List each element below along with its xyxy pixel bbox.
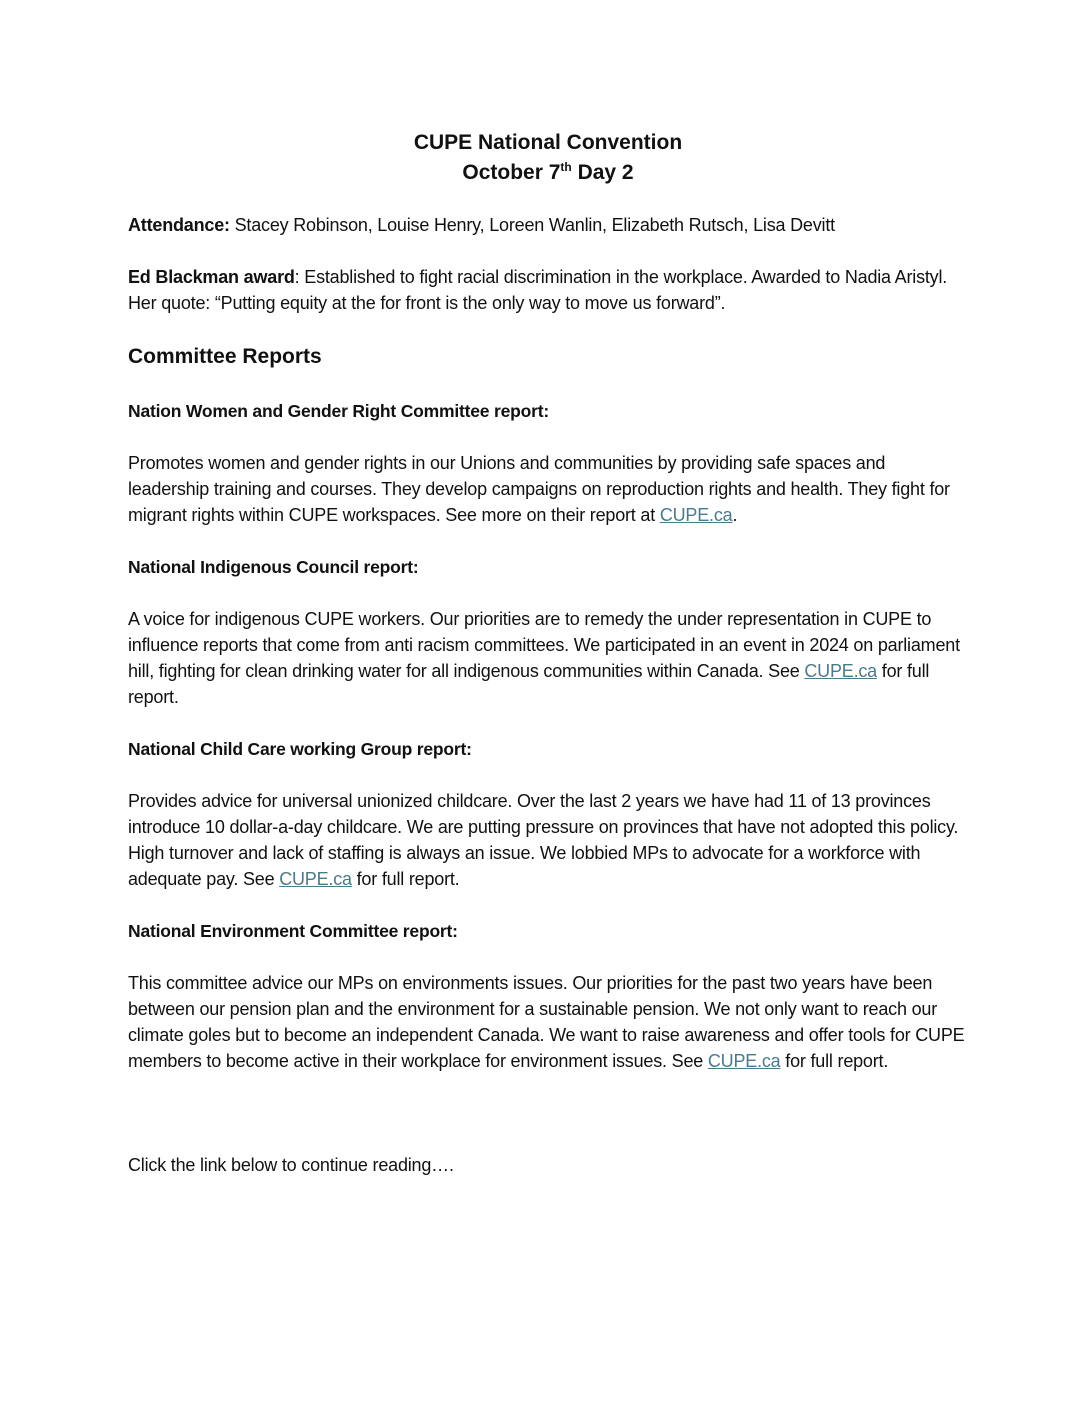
section-title: Committee Reports (128, 345, 322, 368)
cupe-link[interactable]: CUPE.ca (804, 661, 877, 681)
report-text-end: for full report. (780, 1051, 889, 1071)
document-title: CUPE National Convention (413, 131, 683, 154)
spacer (128, 1100, 968, 1152)
report-body (128, 788, 968, 892)
report-text-end: for full report. (128, 661, 930, 707)
report-text-end: for full report. (351, 869, 460, 889)
cupe-link[interactable]: CUPE.ca (659, 505, 733, 525)
report-text: A voice for indigenous CUPE workers. Our priorities are to remedy the under representation in CUPE to influence reports that come from anti racism committees. We participated in an event in 2024 on parliament hill, fighting for clean drinking water for all indigenous communities within Canada. See (128, 609, 960, 681)
continue-reading-text: Click the link below to continue reading…. (128, 1155, 454, 1175)
award-paragraph (128, 264, 968, 316)
report-body (128, 606, 968, 710)
report-heading: National Environment Committee report: (128, 921, 458, 941)
attendance-label: Attendance: (128, 215, 230, 235)
subtitle-ordinal: th (560, 160, 572, 174)
cupe-link[interactable]: CUPE.ca (707, 1051, 781, 1071)
award-text: : Established to fight racial discrimination in the workplace. Awarded to Nadia Aristyl. Her quote: “Putting equity at the for front is the only way to move us forward”. (128, 267, 948, 313)
report-heading: Nation Women and Gender Right Committee report: (128, 401, 549, 421)
report-body (128, 970, 968, 1074)
document-subtitle (128, 158, 968, 188)
attendance-paragraph (128, 212, 968, 238)
report-text: Promotes women and gender rights in our Unions and communities by providing safe spaces and leadership training and courses. They develop campaigns on reproduction rights and health. They fight for migrant rights within CUPE workspaces. See more on their report at (128, 453, 950, 525)
award-label: Ed Blackman award (128, 267, 295, 287)
attendance-names: Stacey Robinson, Louise Henry, Loreen Wanlin, Elizabeth Rutsch, Lisa Devitt (229, 215, 835, 235)
cupe-link[interactable]: CUPE.ca (279, 869, 352, 889)
report-heading: National Child Care working Group report: (128, 739, 472, 759)
title-block (128, 128, 968, 188)
subtitle-day: Day 2 (571, 161, 634, 184)
report-text-end: . (732, 505, 738, 525)
document-page (128, 128, 968, 1178)
report-text: This committee advice our MPs on environments issues. Our priorities for the past two years have been between our pension plan and the environment for a sustainable pension. We not only want to reach our climate goles but to become an independent Canada. We want to raise awareness and offer tools for CUPE members to become active in their workplace for environment issues. See (128, 973, 965, 1071)
subtitle-date: October 7 (462, 161, 561, 184)
report-heading: National Indigenous Council report: (128, 557, 419, 577)
report-body (128, 450, 968, 528)
report-text: Provides advice for universal unionized childcare. Over the last 2 years we have had 11 of 13 provinces introduce 10 dollar-a-day childcare. We are putting pressure on provinces that have not adopted this policy. High turnover and lack of staffing is always an issue. We lobbied MPs to advocate for a workforce with adequate pay. See (128, 791, 959, 889)
